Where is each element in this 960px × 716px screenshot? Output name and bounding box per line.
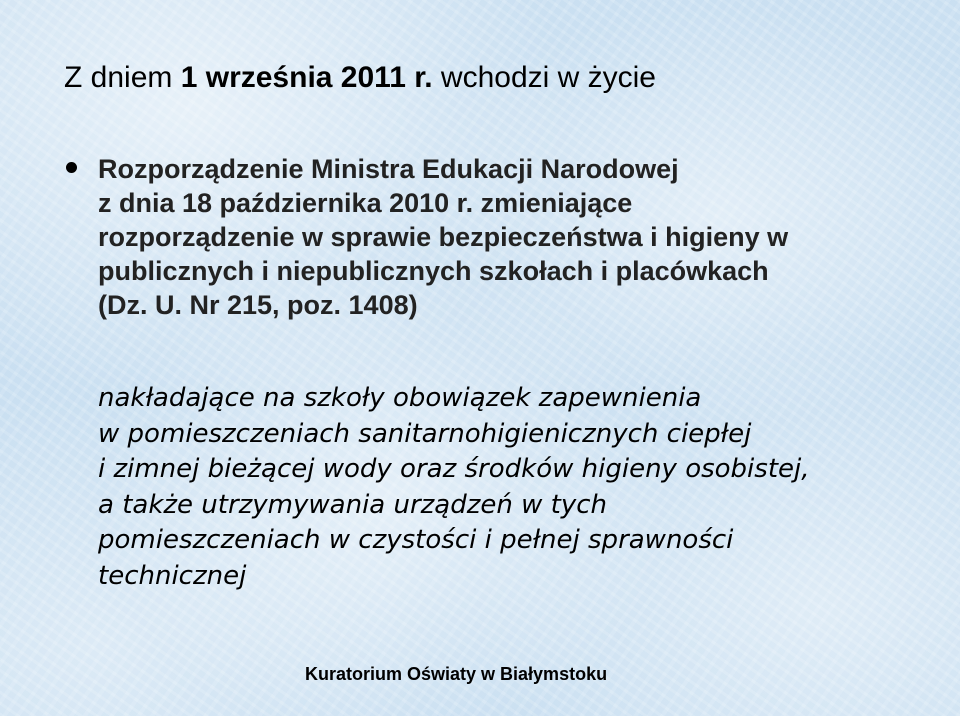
obligation-text xyxy=(98,381,938,594)
obligation-line: a także utrzymywania urządzeń w tych xyxy=(98,489,608,520)
regulation-line: z dnia 18 października 2010 r. zmieniające xyxy=(98,188,633,218)
obligation-line: i zimnej bieżącej wody oraz środków higieny osobistej, xyxy=(98,454,810,484)
intro-line xyxy=(64,58,656,98)
obligation-line: w pomieszczeniach sanitarnohigienicznych ciepłej xyxy=(98,418,752,449)
regulation-line: (Dz. U. Nr 215, poz. 1408) xyxy=(98,290,418,320)
intro-date: 1 września 2011 r. xyxy=(180,61,433,94)
intro-prefix: Z dniem xyxy=(64,61,181,94)
footer-institution: Kuratorium Oświaty w Białymstoku xyxy=(305,664,608,684)
obligation-line: technicznej xyxy=(98,560,247,591)
regulation-line: rozporządzenie w sprawie bezpieczeństwa i higieny w xyxy=(98,222,789,252)
regulation-title xyxy=(98,152,918,322)
regulation-line: Rozporządzenie Ministra Edukacji Narodowej xyxy=(98,154,679,184)
obligation-line: pomieszczeniach w czystości i pełnej sprawności xyxy=(98,525,734,555)
regulation-line: publicznych i niepublicznych szkołach i placówkach xyxy=(98,256,769,286)
bullet-dot-icon xyxy=(66,162,77,173)
obligation-line: nakładające na szkoły obowiązek zapewnienia xyxy=(98,383,702,413)
intro-suffix: wchodzi w życie xyxy=(432,61,656,94)
